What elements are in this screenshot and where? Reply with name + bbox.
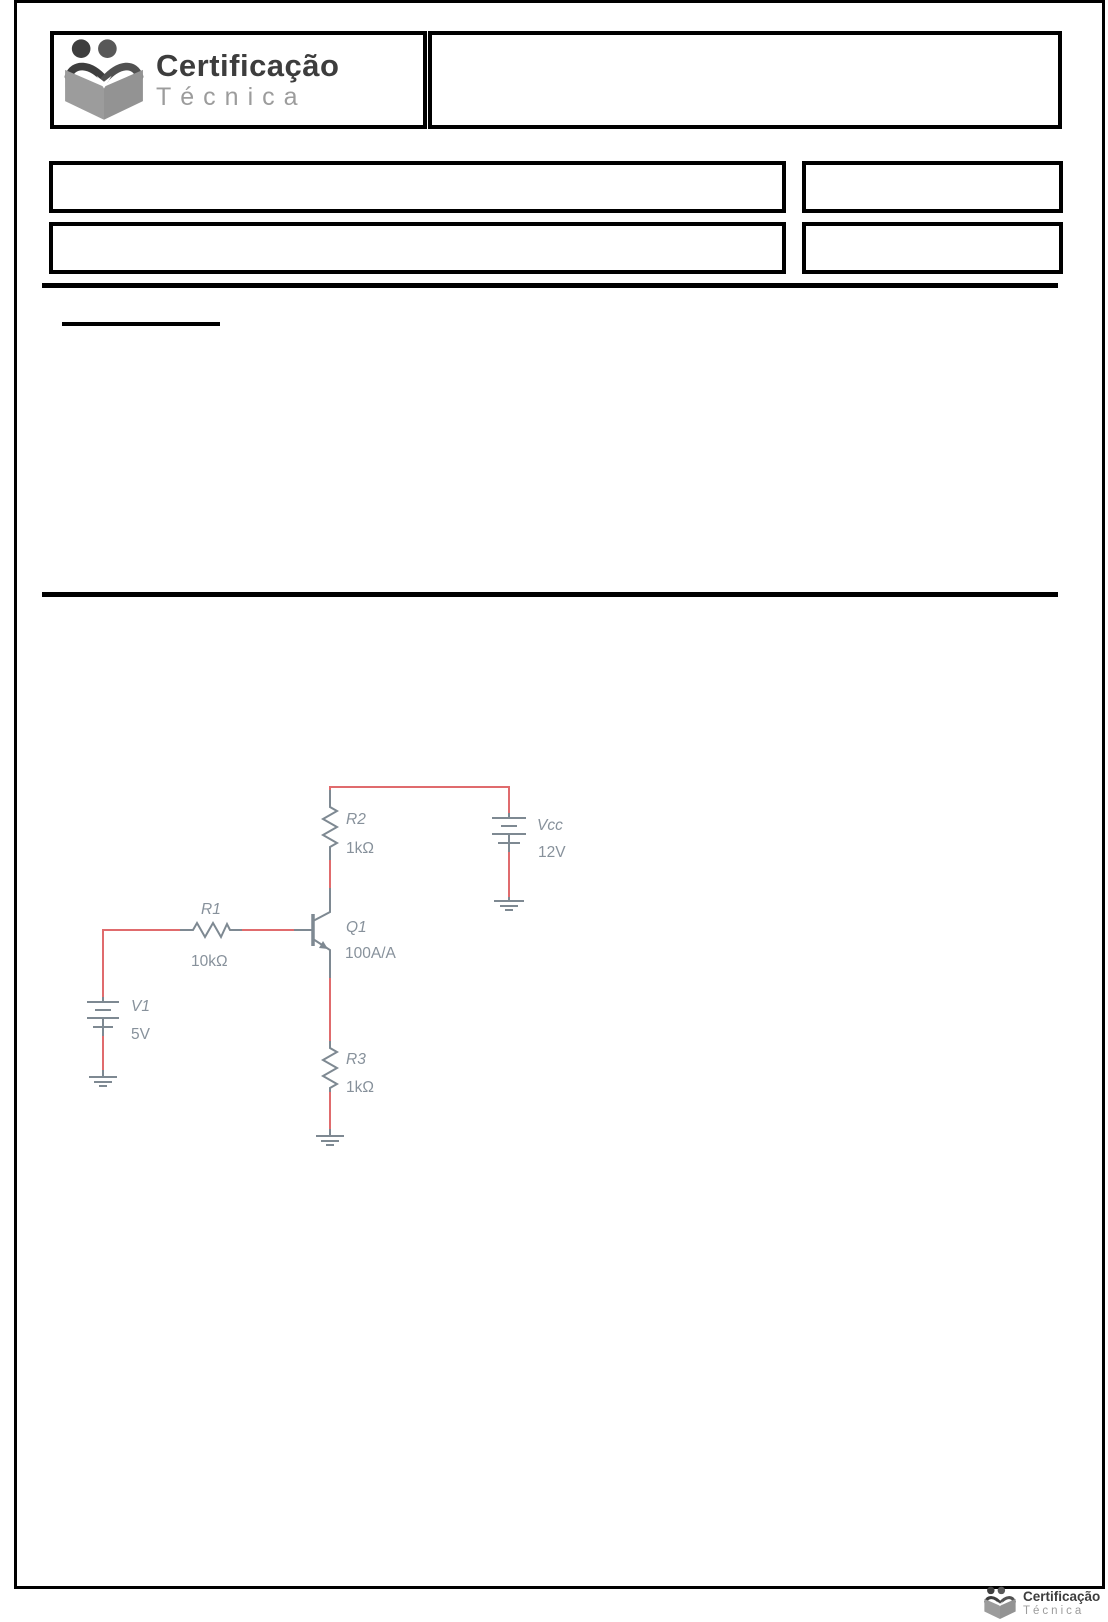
footer-brand-line2: Técnica bbox=[1023, 1604, 1085, 1617]
transistor-Q1 bbox=[294, 888, 397, 978]
footer-brand-line1: Certificação bbox=[1023, 1589, 1101, 1604]
label-Vcc: Vcc bbox=[537, 817, 563, 834]
brand-name-line2: Técnica bbox=[156, 83, 307, 111]
form-row2-field bbox=[49, 222, 786, 274]
ground-vcc-icon bbox=[494, 897, 524, 910]
form-row1-field bbox=[49, 161, 786, 213]
form-row2-side-field bbox=[802, 222, 1063, 274]
label-R1: R1 bbox=[201, 901, 221, 918]
value-V1: 5V bbox=[131, 1026, 150, 1043]
resistor-R3 bbox=[323, 1041, 374, 1096]
value-R2: 1kΩ bbox=[346, 840, 374, 857]
footer-logo bbox=[981, 1586, 1100, 1620]
brand-name-line1: Certificação bbox=[156, 48, 340, 83]
footer-logo-text bbox=[1023, 1590, 1100, 1617]
value-Vcc: 12V bbox=[538, 844, 566, 861]
source-V1 bbox=[87, 997, 151, 1043]
value-R1: 10kΩ bbox=[191, 953, 228, 970]
blank-underline bbox=[62, 322, 220, 326]
ground-v1-icon bbox=[89, 1070, 117, 1086]
separator-rule-middle bbox=[42, 592, 1058, 597]
ground-r3-icon bbox=[316, 1129, 344, 1145]
source-Vcc bbox=[492, 813, 566, 861]
circuit-schematic bbox=[60, 740, 580, 1170]
resistor-R1 bbox=[180, 901, 242, 970]
label-R2: R2 bbox=[346, 811, 366, 828]
label-V1: V1 bbox=[131, 998, 150, 1015]
value-R3: 1kΩ bbox=[346, 1079, 374, 1096]
wire-v1-base bbox=[103, 930, 180, 997]
header-info-box bbox=[428, 31, 1062, 129]
header-logo-box bbox=[50, 31, 427, 129]
emitter-arrow bbox=[319, 941, 328, 949]
separator-rule-top bbox=[42, 283, 1058, 288]
footer-logo-icon bbox=[981, 1586, 1019, 1620]
label-Q1: Q1 bbox=[346, 919, 367, 936]
value-Q1: 100A/A bbox=[345, 945, 396, 962]
label-R3: R3 bbox=[346, 1051, 366, 1068]
brand-logo-text bbox=[156, 50, 339, 110]
wire-top-rail bbox=[330, 787, 509, 813]
brand-logo-icon bbox=[60, 36, 148, 124]
resistor-R2 bbox=[323, 790, 374, 860]
form-row1-side-field bbox=[802, 161, 1063, 213]
